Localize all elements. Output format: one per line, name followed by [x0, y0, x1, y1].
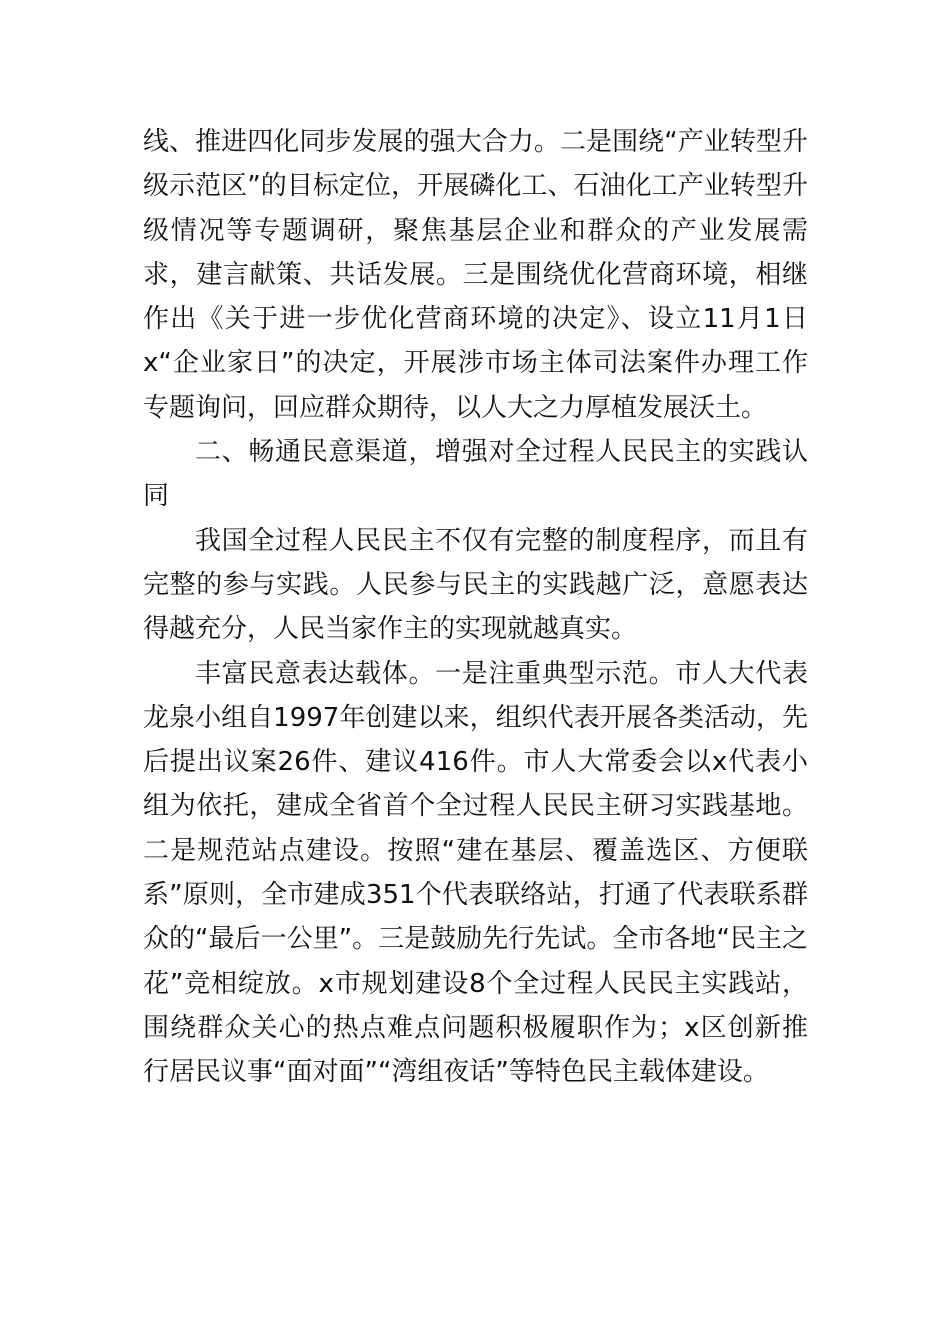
paragraph-intro: 我国全过程人民民主不仅有完整的制度程序，而且有完整的参与实践。人民参与民主的实践越广泛，意愿表达得越充分，人民当家作主的实现就越真实。	[143, 525, 808, 645]
document-body	[143, 120, 808, 1095]
paragraph-details: 丰富民意表达载体。一是注重典型示范。市人大代表龙泉小组自1997年创建以来，组织代表开展各类活动，先后提出议案26件、建议416件。市人大常委会以x代表小组为依托，建成全省首个全过程人民民主研习实践基地。二是规范站点建设。按照“建在基层、覆盖选区、方便联系”原则，全市建成351个代表联络站，打通了代表联系群众的“最后一公里”。三是鼓励先行先试。全市各地“民主之花”竞相绽放。x市规划建设8个全过程人民民主实践站，围绕群众关心的热点难点问题积极履职作为；x区创新推行居民议事“面对面”“湾组夜话”等特色民主载体建设。	[143, 658, 808, 1088]
section-heading: 二、畅通民意渠道，增强对全过程人民民主的实践认同	[143, 437, 808, 512]
paragraph-continuation: 线、推进四化同步发展的强大合力。二是围绕“产业转型升级示范区”的目标定位，开展磷化工、石油化工产业转型升级情况等专题调研，聚焦基层企业和群众的产业发展需求，建言献策、共话发展。三是围绕优化营商环境，相继作出《关于进一步优化营商环境的决定》、设立11月1日x“企业家日”的决定，开展涉市场主体司法案件办理工作专题询问，回应群众期待，以人大之力厚植发展沃土。	[143, 127, 808, 423]
